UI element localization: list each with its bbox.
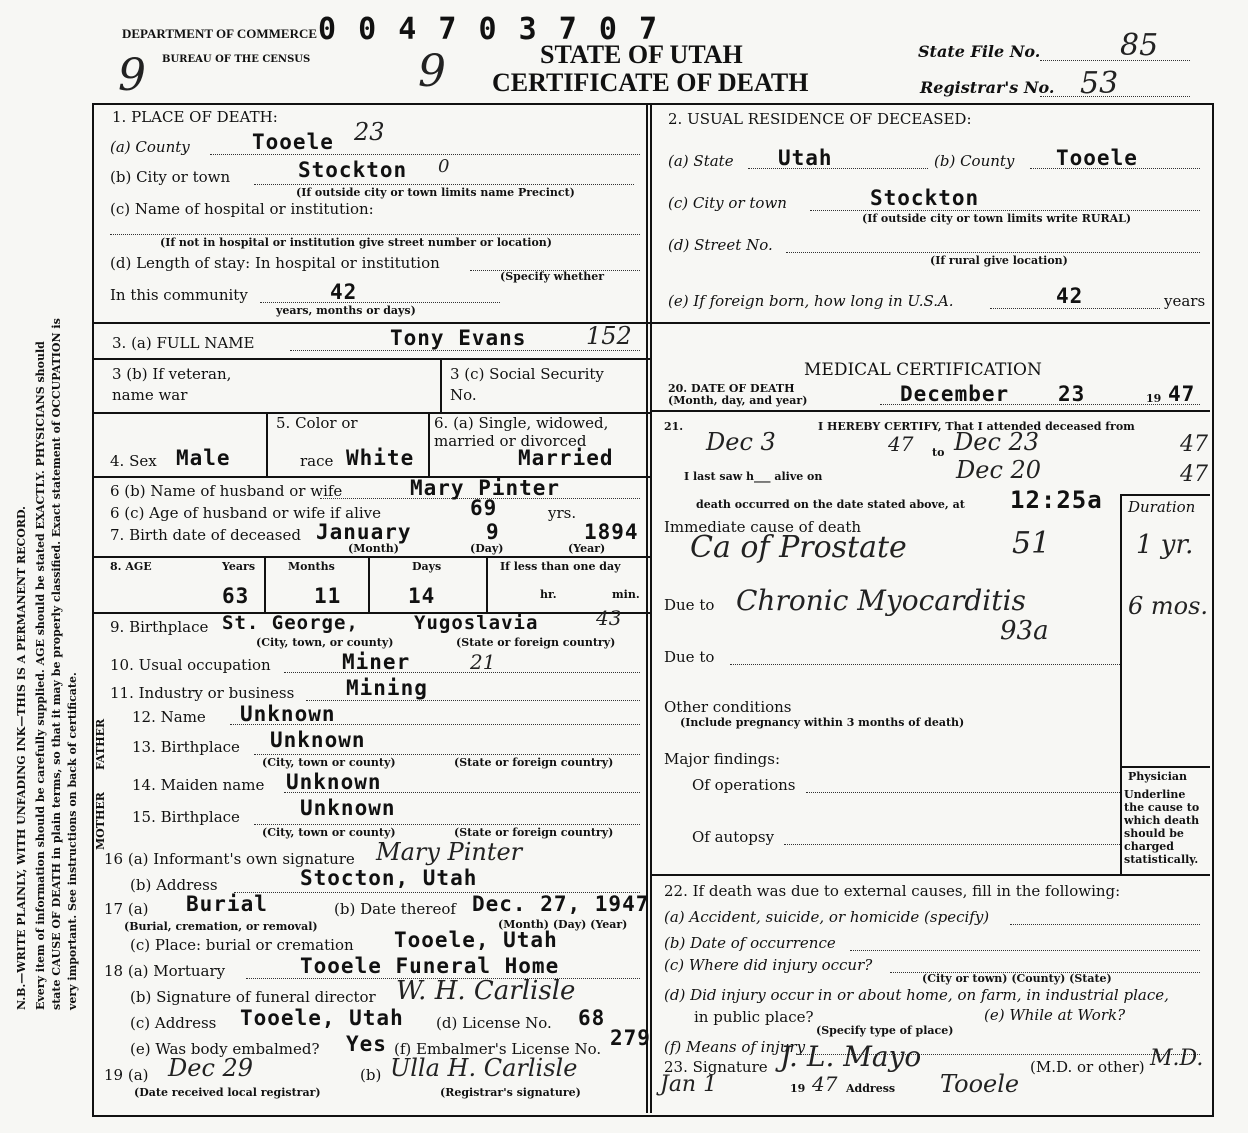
hospital-label: (c) Name of hospital or institution: <box>110 200 374 218</box>
embalmed-value: Yes <box>346 1032 387 1056</box>
res-county-label: (b) County <box>934 152 1015 170</box>
operations-label: Of operations <box>692 776 796 794</box>
father-note-state: (State or foreign country) <box>454 756 614 769</box>
md-label: (M.D. or other) <box>1030 1058 1145 1076</box>
registrar-value: 53 <box>1080 66 1119 101</box>
embalmer-license-value: 279 <box>610 1026 651 1050</box>
burial-value: Burial <box>186 892 268 916</box>
burial-date-note: (Month) (Day) (Year) <box>498 918 628 931</box>
father-name-value: Unknown <box>240 702 336 726</box>
birth-month: January <box>316 520 412 544</box>
mother-birthplace-value: Unknown <box>300 796 396 820</box>
birth-day: 9 <box>486 520 500 544</box>
city-note: (If outside city or town limits name Precinct) <box>296 186 575 199</box>
burial-note: (Burial, cremation, or removal) <box>124 920 318 933</box>
side-note-3: state CAUSE OF DEATH in plain terms, so that it may be properly classified. Exact statement of OCCUPATION is <box>50 318 63 1010</box>
city-value: Stockton <box>298 158 408 182</box>
received-label: 19 (a) <box>104 1066 149 1084</box>
license-value: 68 <box>578 1006 606 1030</box>
age-months: 11 <box>314 584 342 608</box>
father-name-label: 12. Name <box>132 708 206 726</box>
res-state-label: (a) State <box>668 152 734 170</box>
industry-label: 11. Industry or business <box>110 684 295 702</box>
min-label: min. <box>612 588 640 601</box>
full-name-value: Tony Evans <box>390 326 527 350</box>
department: DEPARTMENT OF COMMERCE <box>122 26 318 41</box>
physician-note-title: Physician <box>1128 770 1188 783</box>
where-label: (c) Where did injury occur? <box>664 956 873 974</box>
burial-place-value: Tooele, Utah <box>394 928 558 952</box>
informant-address-value: Stocton, Utah <box>300 866 478 890</box>
birthplace-code: 43 <box>596 606 622 630</box>
due1-label: Due to <box>664 596 715 614</box>
license-label: (d) License No. <box>436 1014 552 1032</box>
bureau: BUREAU OF THE CENSUS <box>162 54 311 65</box>
director-sig: W. H. Carlisle <box>396 976 576 1006</box>
state-file-label: State File No. <box>918 42 1041 61</box>
cert-num: 21. <box>664 420 684 433</box>
attended-to-year: 47 <box>1180 432 1208 457</box>
community-label: In this community <box>110 286 248 304</box>
external-label: 22. If death was due to external causes, fill in the following: <box>664 882 1121 900</box>
spouse-label: 6 (b) Name of husband or wife <box>110 482 343 500</box>
due1-cause: Chronic Myocarditis <box>736 584 1026 617</box>
stay-label: (d) Length of stay: In hospital or institution <box>110 254 440 272</box>
accident-label: (a) Accident, suicide, or homicide (specify) <box>664 908 990 926</box>
mortuary-value: Tooele Funeral Home <box>300 954 560 978</box>
dod-year-prefix: 19 <box>1146 392 1162 405</box>
state-title: STATE OF UTAH <box>540 40 743 69</box>
hr-label: hr. <box>540 588 557 601</box>
margin-hand-1: 9 <box>118 50 146 101</box>
informant-sig: Mary Pinter <box>376 838 523 866</box>
received-value: Dec 29 <box>168 1054 254 1082</box>
foreign-unit: years <box>1164 292 1206 310</box>
birthplace-country: Yugoslavia <box>414 612 539 634</box>
birth-note-year: (Year) <box>568 542 606 555</box>
mother-note-state: (State or foreign country) <box>454 826 614 839</box>
due1-code: 93a <box>1000 616 1049 646</box>
director-label: (b) Signature of funeral director <box>130 988 376 1006</box>
dod-day: 23 <box>1058 382 1086 406</box>
means-label: (f) Means of injury <box>664 1038 806 1056</box>
place-of-death-heading: 1. PLACE OF DEATH: <box>112 108 278 126</box>
state-file-value: 85 <box>1120 28 1159 63</box>
residence-heading: 2. USUAL RESIDENCE OF DECEASED: <box>668 110 972 128</box>
last-saw-label: I last saw h___ alive on <box>684 470 823 483</box>
occurrence-label: (b) Date of occurrence <box>664 934 836 952</box>
last-saw-year: 47 <box>1180 462 1208 487</box>
father-birthplace-label: 13. Birthplace <box>132 738 240 756</box>
age-label: 8. AGE <box>110 560 152 573</box>
medical-heading: MEDICAL CERTIFICATION <box>804 360 1042 380</box>
industry-value: Mining <box>346 676 428 700</box>
mortuary-address-value: Tooele, Utah <box>240 1006 404 1030</box>
public-label: in public place? <box>694 1008 814 1026</box>
registrar-sig: Ulla H. Carlisle <box>390 1054 578 1082</box>
last-saw-value: Dec 20 <box>956 456 1042 484</box>
mother-side: MOTHER <box>94 792 107 850</box>
marital-value: Married <box>518 446 614 470</box>
county-value: Tooele <box>252 130 334 154</box>
major-label: Major findings: <box>664 750 781 768</box>
certificate-title: CERTIFICATE OF DEATH <box>492 68 809 97</box>
signature-label: 23. Signature <box>664 1058 768 1076</box>
res-state-value: Utah <box>778 146 833 170</box>
embalmer-license-label: (f) Embalmer's License No. <box>394 1040 602 1058</box>
city-code: 0 <box>438 156 450 177</box>
embalmed-label: (e) Was body embalmed? <box>130 1040 320 1058</box>
specify-place: (Specify type of place) <box>816 1024 954 1037</box>
birth-label: 7. Birth date of deceased <box>110 526 301 544</box>
spouse-age-label: 6 (c) Age of husband or wife if alive <box>110 504 382 522</box>
birthplace-label: 9. Birthplace <box>110 618 209 636</box>
immediate-code: 51 <box>1012 526 1051 561</box>
sig-address-label: Address <box>846 1082 896 1095</box>
spouse-value: Mary Pinter <box>410 476 561 500</box>
mother-birthplace-label: 15. Birthplace <box>132 808 240 826</box>
mother-maiden-label: 14. Maiden name <box>132 776 265 794</box>
occurred-label: death occurred on the date stated above, at <box>696 498 965 511</box>
street-note: (If rural give location) <box>930 254 1068 267</box>
sex-value: Male <box>176 446 231 470</box>
due2-label: Due to <box>664 648 715 666</box>
occupation-value: Miner <box>342 650 411 674</box>
marital-label: 6. (a) Single, widowed, married or divorced <box>434 414 609 450</box>
side-note-1: N.B.—WRITE PLAINLY, WITH UNFADING INK—THIS IS A PERMANENT RECORD. <box>15 506 28 1010</box>
burial-place-label: (c) Place: burial or cremation <box>130 936 354 954</box>
physician-note: Underline the cause to which death should be charged statistically. <box>1124 788 1200 866</box>
birth-note-month: (Month) <box>348 542 399 555</box>
father-birthplace-value: Unknown <box>270 728 366 752</box>
sig-date: Jan 1 <box>660 1072 718 1097</box>
home-label: (d) Did injury occur in or about home, on farm, in industrial place, <box>664 986 1169 1004</box>
sig-year-prefix: 19 <box>790 1082 806 1095</box>
registrar-note: (Registrar's signature) <box>440 1086 581 1099</box>
birthplace-city: St. George, <box>222 612 359 634</box>
work-label: (e) While at Work? <box>984 1006 1126 1024</box>
street-label: (d) Street No. <box>668 236 773 254</box>
serial-number: 0 0 4 7 0 3 7 0 7 <box>318 12 660 47</box>
attended-from: Dec 3 <box>706 428 776 456</box>
months-label: Months <box>288 560 335 573</box>
community-value: 42 <box>330 280 358 304</box>
side-note-2: Every item of information should be carefully supplied. AGE should be stated EXACTLY. PHYSICIANS should <box>34 341 47 1010</box>
race-value: White <box>346 446 415 470</box>
occupation-code: 21 <box>470 650 496 674</box>
other-note: (Include pregnancy within 3 months of death) <box>680 716 965 729</box>
to-label: to <box>932 446 945 459</box>
age-years: 63 <box>222 584 250 608</box>
age-days: 14 <box>408 584 436 608</box>
days-label: Days <box>412 560 442 573</box>
sig-date-year: 47 <box>812 1072 838 1096</box>
dod-year: 47 <box>1168 382 1196 406</box>
full-name-code: 152 <box>586 322 632 350</box>
occupation-label: 10. Usual occupation <box>110 656 271 674</box>
other-label: Other conditions <box>664 698 792 716</box>
side-note-4: very important. See instructions on back of certificate. <box>66 672 79 1010</box>
dod-month: December <box>900 382 1010 406</box>
mortuary-label: 18 (a) Mortuary <box>104 962 226 980</box>
burial-date-label: (b) Date thereof <box>334 900 456 918</box>
years-label: Years <box>222 560 256 573</box>
attended-to: Dec 23 <box>954 428 1040 456</box>
father-note-city: (City, town or county) <box>262 756 396 769</box>
res-city-label: (c) City or town <box>668 194 787 212</box>
hospital-note: (If not in hospital or institution give street number or location) <box>160 236 552 249</box>
foreign-value: 42 <box>1056 284 1084 308</box>
mortuary-address-label: (c) Address <box>130 1014 217 1032</box>
due1-duration: 6 mos. <box>1128 592 1209 620</box>
county-label: (a) County <box>110 138 190 156</box>
father-side: FATHER <box>94 718 107 770</box>
less-day-label: If less than one day <box>500 560 621 573</box>
spouse-age-value: 69 <box>470 496 498 520</box>
informant-address-label: (b) Address <box>130 876 218 894</box>
immediate-label: Immediate cause of death <box>664 518 862 536</box>
res-county-value: Tooele <box>1056 146 1138 170</box>
birth-note-day: (Day) <box>470 542 504 555</box>
received-note: (Date received local registrar) <box>134 1086 321 1099</box>
race-label: race <box>300 452 334 470</box>
autopsy-label: Of autopsy <box>692 828 775 846</box>
full-name-label: 3. (a) FULL NAME <box>112 334 255 352</box>
color-label: 5. Color or <box>276 414 358 432</box>
sex-label: 4. Sex <box>110 452 157 470</box>
margin-hand-2: 9 <box>418 46 446 97</box>
md-value: M.D. <box>1150 1046 1204 1071</box>
ssn-label: 3 (c) Social Security No. <box>450 365 604 404</box>
burial-date-value: Dec. 27, 1947 <box>472 892 650 916</box>
veteran-label: 3 (b) If veteran, name war <box>112 365 232 404</box>
informant-sig-label: 16 (a) Informant's own signature <box>104 850 355 868</box>
registrar-sig-label: (b) <box>360 1066 382 1084</box>
county-code: 23 <box>354 118 385 146</box>
sig-address-value: Tooele <box>940 1070 1020 1098</box>
city-label: (b) City or town <box>110 168 231 186</box>
immediate-duration: 1 yr. <box>1136 530 1194 560</box>
burial-label: 17 (a) <box>104 900 149 918</box>
registrar-label: Registrar's No. <box>920 78 1055 97</box>
cert-text: I HEREBY CERTIFY, That I attended deceased from <box>818 420 1135 433</box>
attended-from-year: 47 <box>888 432 914 456</box>
res-city-value: Stockton <box>870 186 980 210</box>
spouse-age-unit: yrs. <box>548 504 577 522</box>
dod-note: (Month, day, and year) <box>668 394 808 407</box>
immediate-cause: Ca of Prostate <box>690 530 907 565</box>
death-time: 12:25a <box>1010 486 1103 514</box>
community-note: years, months or days) <box>276 304 416 317</box>
duration-label: Duration <box>1128 498 1196 516</box>
foreign-label: (e) If foreign born, how long in U.S.A. <box>668 292 954 310</box>
where-note: (City or town) (County) (State) <box>922 972 1112 985</box>
physician-signature: J. L. Mayo <box>780 1040 922 1073</box>
specify-note: (Specify whether <box>500 270 605 283</box>
mother-maiden-value: Unknown <box>286 770 382 794</box>
birthplace-note1: (City, town, or county) <box>256 636 394 649</box>
res-city-note: (If outside city or town limits write RURAL) <box>862 212 1132 225</box>
birthplace-note2: (State or foreign country) <box>456 636 616 649</box>
birth-year: 1894 <box>584 520 639 544</box>
mother-note-city: (City, town or county) <box>262 826 396 839</box>
dod-label: 20. DATE OF DEATH <box>668 382 795 395</box>
